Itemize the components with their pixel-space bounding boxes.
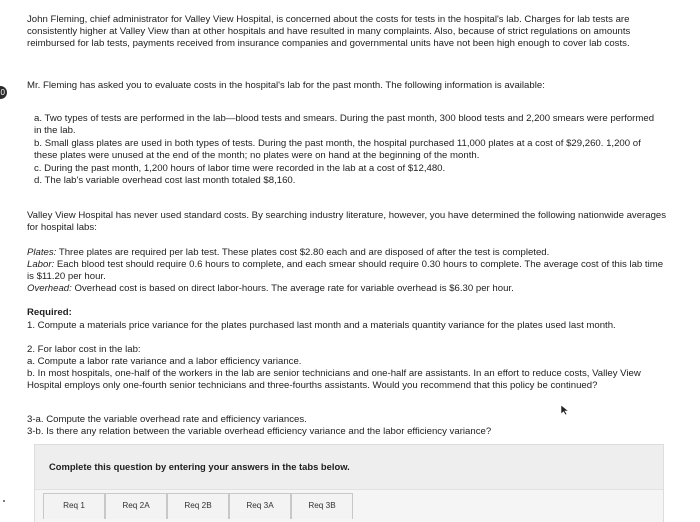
fact-item <box>34 175 664 187</box>
request-paragraph: Mr. Fleming has asked you to evaluate costs in the hospital's lab for the past month. The following information is available: <box>27 80 545 91</box>
plates-label: Plates: <box>27 247 57 258</box>
panel-title: Complete this question by entering your answers in the tabs below. <box>49 461 350 472</box>
answer-panel <box>34 444 664 522</box>
fact-marker: c. <box>34 163 42 174</box>
required-heading: Required: <box>27 307 72 318</box>
overhead-text: Overhead cost is based on direct labor-hours. The average rate for variable overhead is $6.30 per hour. <box>74 283 514 294</box>
fact-marker: a. <box>34 113 43 124</box>
intro-paragraph: John Fleming, chief administrator for Valley View Hospital, is concerned about the costs for tests in the hospital's lab. Charges for lab tests are consistently higher at Valley View than at other hospitals and have resulted in many complaints. Also, because of strict regulations on amounts reimbursed for lab tests, payments received from insurance companies and governmental units have not been high enough to cover lab costs. <box>27 14 631 50</box>
fact-text: Two types of tests are performed in the lab—blood tests and smears. During the past month, 300 blood tests and 2,200 smears were performed in the lab. <box>34 113 655 137</box>
fact-text: Small glass plates are used in both types of tests. During the past month, the hospital purchased 11,000 plates at a cost of $29,260. 1,200 of these plates were unused at the end of the month; no plates were on hand at the beginning of the month. <box>34 138 641 162</box>
overhead-label: Overhead: <box>27 283 72 294</box>
plates-text: Three plates are required per lab test. These plates cost $2.80 each and are disposed of after the test is completed. <box>58 247 550 258</box>
fact-item <box>34 113 664 137</box>
fact-text: The lab's variable overhead cost last month totaled $8,160. <box>44 175 296 186</box>
requirement-3b: 3-b. Is there any relation between the variable overhead efficiency variance and the labor efficiency variance? <box>27 426 492 437</box>
tab-req-3b[interactable]: Req 3B <box>291 493 353 519</box>
tab-req-2a[interactable]: Req 2A <box>105 493 167 519</box>
margin-dot <box>3 500 5 502</box>
labor-label: Labor: <box>27 259 55 270</box>
fact-marker: b. <box>34 138 43 149</box>
requirement-1: 1. Compute a materials price variance for the plates purchased last month and a materials quantity variance for the plates used last month. <box>27 320 616 331</box>
requirement-2: 2. For labor cost in the lab: <box>27 344 141 355</box>
requirement-3a: 3-a. Compute the variable overhead rate and efficiency variances. <box>27 414 307 425</box>
tab-req-1[interactable]: Req 1 <box>43 493 105 519</box>
requirement-2a: a. Compute a labor rate variance and a labor efficiency variance. <box>27 356 302 367</box>
requirement-2b: b. In most hospitals, one-half of the workers in the lab are senior technicians and one-half are assistants. In an effort to reduce costs, Valley View Hospital employs only one-fourth senior technicians and three-fourths assistants. Would you recommend that this policy be continued? <box>27 368 641 392</box>
fact-item <box>34 138 664 162</box>
requirement-tabs <box>43 493 353 519</box>
fact-item <box>34 163 664 175</box>
standard-labor <box>27 259 667 283</box>
standard-overhead <box>27 283 667 295</box>
tab-req-3a[interactable]: Req 3A <box>229 493 291 519</box>
fact-text: During the past month, 1,200 hours of labor time were recorded in the lab at a cost of $12,480. <box>44 163 446 174</box>
fact-marker: d. <box>34 175 43 186</box>
standard-plates <box>27 247 667 259</box>
tab-req-2b[interactable]: Req 2B <box>167 493 229 519</box>
panel-header <box>35 445 663 490</box>
side-badge-icon[interactable]: 0 <box>0 86 7 99</box>
mouse-cursor-icon <box>560 404 570 416</box>
standards-intro: Valley View Hospital has never used standard costs. By searching industry literature, however, you have determined the following nationwide averages for hospital labs: <box>27 210 667 234</box>
labor-text: Each blood test should require 0.6 hours to complete, and each smear should require 0.30 hours to complete. The average cost of this lab time is $11.20 per hour. <box>27 259 664 283</box>
